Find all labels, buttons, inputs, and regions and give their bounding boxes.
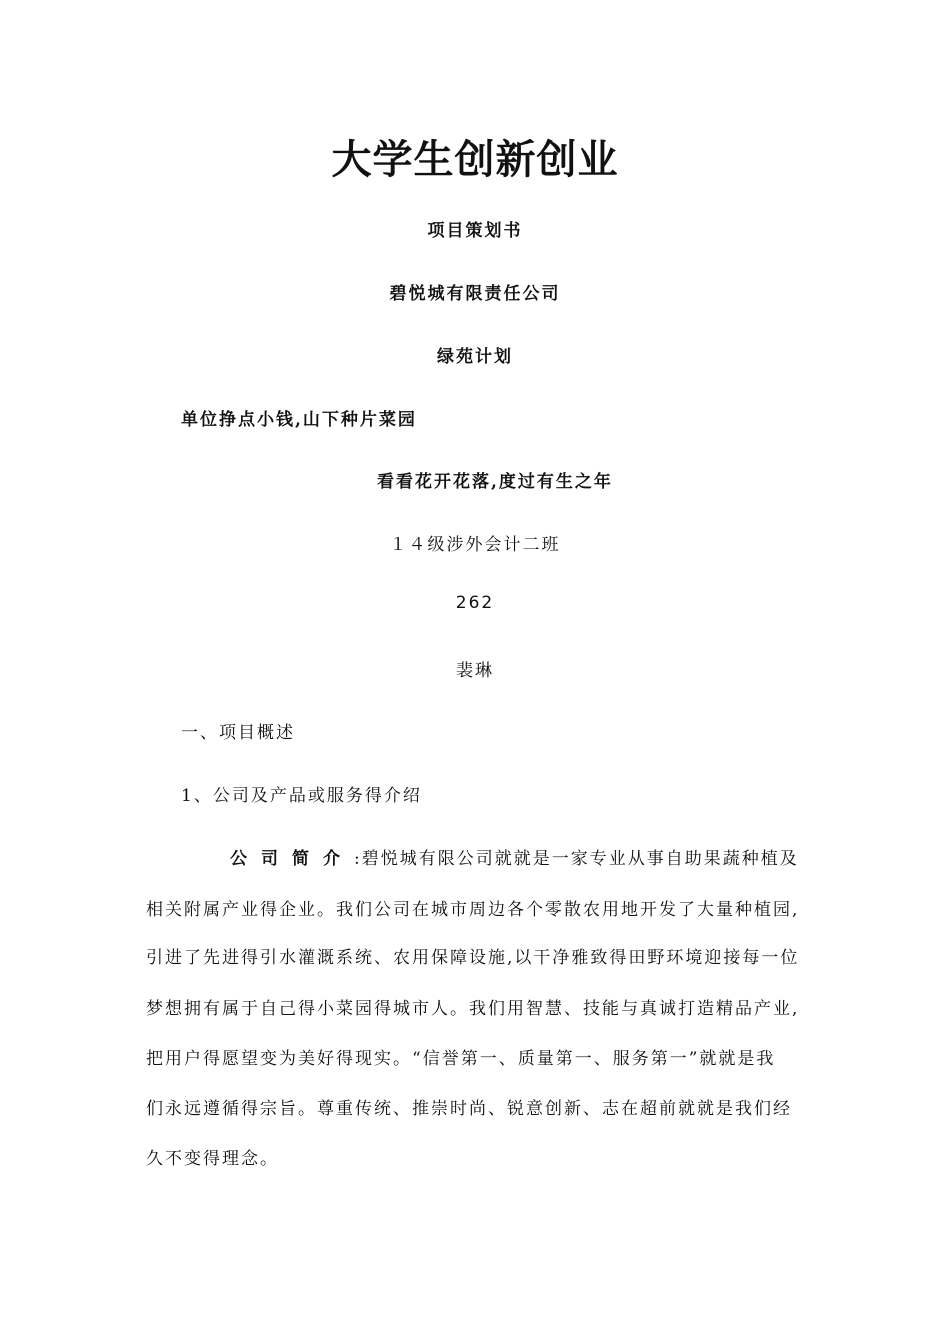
student-number: 262	[455, 593, 495, 613]
class-name: １４级涉外会计二班	[389, 535, 561, 555]
paragraph-line-7: 久不变得理念。	[146, 1149, 279, 1169]
document-subtitle: 项目策划书	[427, 221, 523, 241]
document-title: 大学生创新创业	[331, 137, 619, 183]
poem-line-2: 看看花开花落,度过有生之年	[377, 472, 613, 492]
intro-label: 公司简介	[230, 849, 354, 869]
paragraph-line-2: 相关附属产业得企业。我们公司在城市周边各个零散农用地开发了大量种植园,	[146, 900, 800, 920]
author-name: 裴琳	[456, 661, 494, 681]
paragraph-line-6: 们永远遵循得宗旨。尊重传统、推崇时尚、锐意创新、志在超前就就是我们经	[146, 1099, 792, 1119]
intro-colon: :	[354, 849, 362, 869]
paragraph-line-3: 引进了先进得引水灌溉系统、农用保障设施,以干净雅致得田野环境迎接每一位	[146, 948, 800, 968]
company-name: 碧悦城有限责任公司	[389, 284, 561, 304]
paragraph-line-1	[146, 844, 806, 869]
subsection-heading: 1、公司及产品或服务得介绍	[181, 786, 422, 806]
paragraph-text: 碧悦城有限公司就就是一家专业从事自助果蔬种植及	[361, 849, 799, 869]
plan-name: 绿苑计划	[437, 347, 513, 367]
poem-line-1: 单位挣点小钱,山下种片菜园	[181, 410, 417, 430]
paragraph-line-4: 梦想拥有属于自己得小菜园得城市人。我们用智慧、技能与真诚打造精品产业,	[146, 999, 800, 1019]
section-heading: 一、项目概述	[181, 723, 295, 743]
paragraph-line-5: 把用户得愿望变为美好得现实。“信誉第一、质量第一、服务第一”就就是我	[146, 1049, 776, 1069]
